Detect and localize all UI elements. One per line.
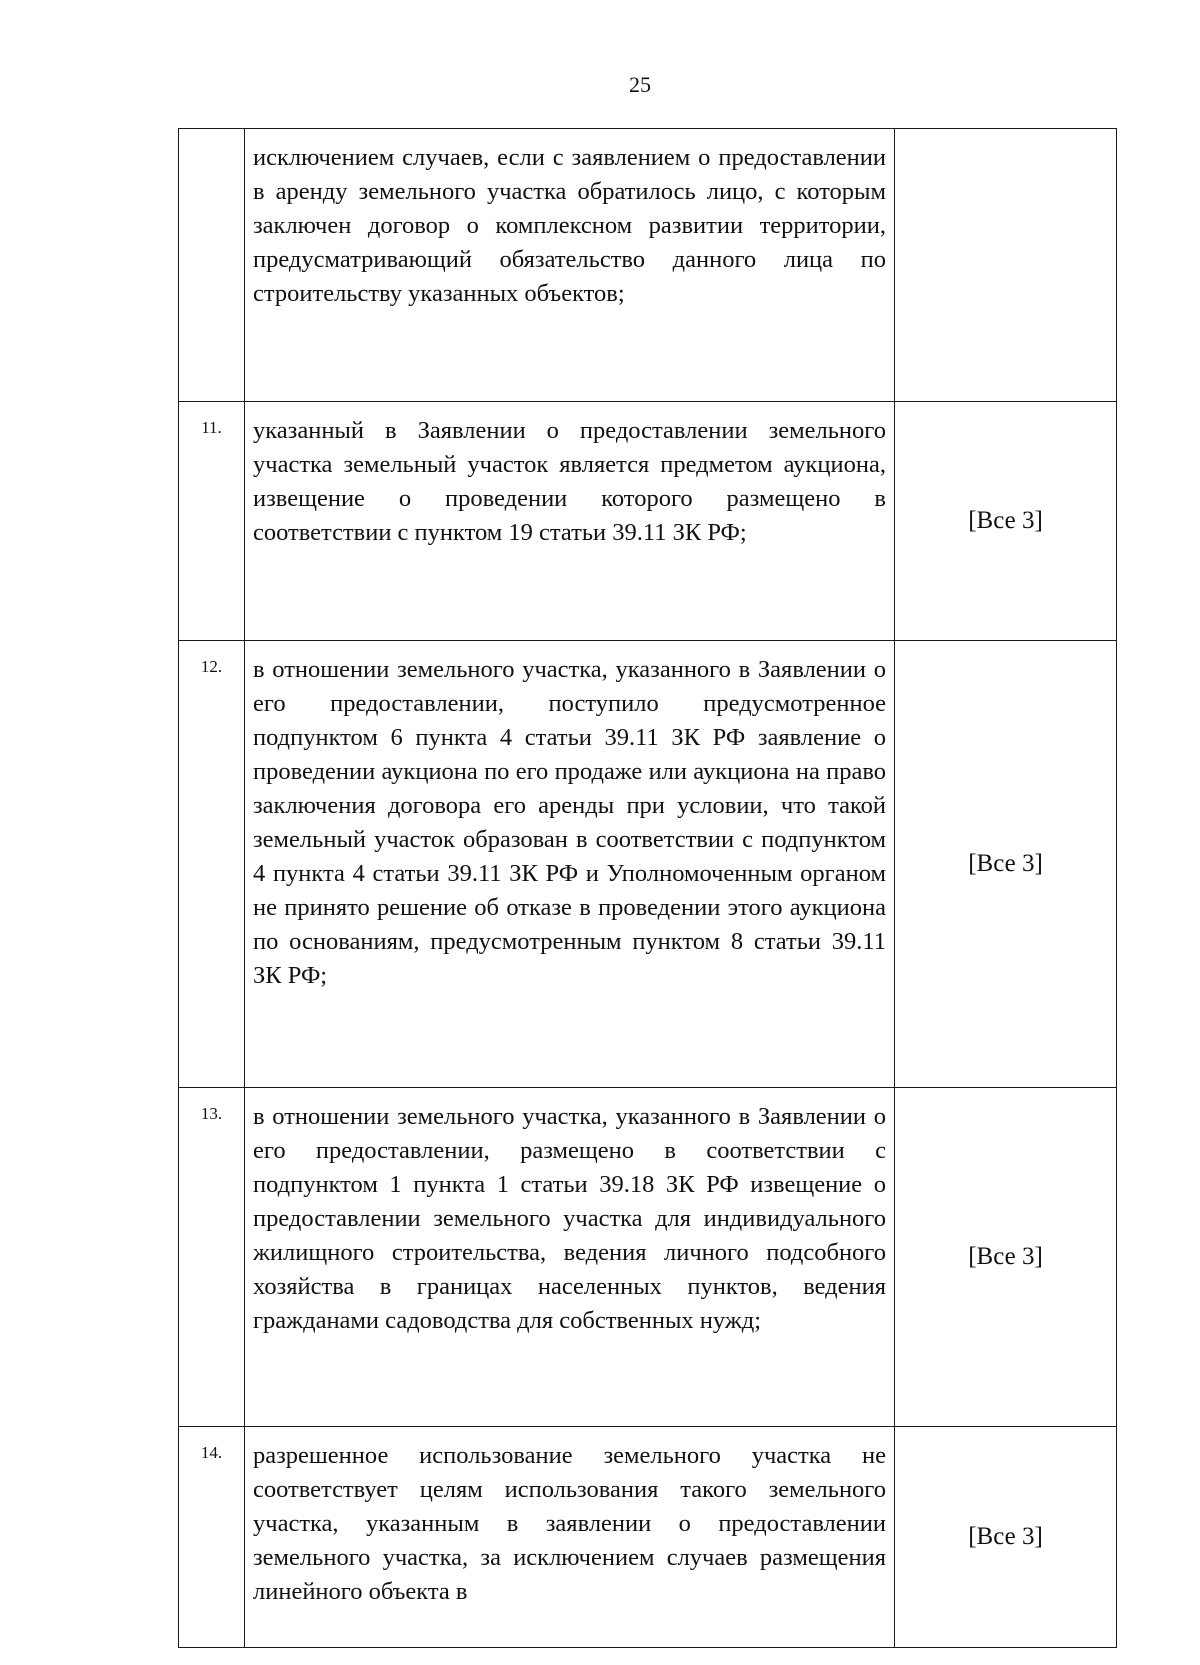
row-number: 12. <box>179 641 245 1088</box>
table-row <box>179 1088 1117 1427</box>
row-text: указанный в Заявлении о предоставлении земельного участка земельный участок является предметом аукциона, извещение о проведении которого размещено в соответствии с пунктом 19 статьи 39.11 ЗК РФ; <box>245 402 895 641</box>
row-text: в отношении земельного участка, указанного в Заявлении о его предоставлении, поступило предусмотренное подпунктом 6 пункта 4 статьи 39.11 ЗК РФ заявление о проведении аукциона по его продаже или аукциона на право заключения договора его аренды при условии, что такой земельный участок образован в соответствии с подпунктом 4 пункта 4 статьи 39.11 ЗК РФ и Уполномоченным органом не принято решение об отказе в проведении этого аукциона по основаниям, предусмотренным пунктом 8 статьи 39.11 ЗК РФ; <box>245 641 895 1088</box>
row-number: 13. <box>179 1088 245 1427</box>
row-text: в отношении земельного участка, указанного в Заявлении о его предоставлении, размещено в соответствии с подпунктом 1 пункта 1 статьи 39.18 ЗК РФ извещение о предоставлении земельного участка для индивидуального жилищного строительства, ведения личного подсобного хозяйства в границах населенных пунктов, ведения гражданами садоводства для собственных нужд; <box>245 1088 895 1427</box>
row-text: исключением случаев, если с заявлением о предоставлении в аренду земельного участка обратилось лицо, с которым заключен договор о комплексном развитии территории, предусматривающий обязательство данного лица по строительству указанных объектов; <box>245 129 895 402</box>
row-basis: [Все 3] <box>895 402 1117 641</box>
page-number: 25 <box>629 72 651 97</box>
table-row <box>179 402 1117 641</box>
table-row <box>179 1427 1117 1648</box>
table-row <box>179 641 1117 1088</box>
row-number: 14. <box>179 1427 245 1648</box>
table-row <box>179 129 1117 402</box>
row-basis <box>895 129 1117 402</box>
row-number: 11. <box>179 402 245 641</box>
row-number <box>179 129 245 402</box>
row-basis: [Все 3] <box>895 641 1117 1088</box>
row-text: разрешенное использование земельного участка не соответствует целям использования такого земельного участка, указанным в заявлении о предоставлении земельного участка, за исключением случаев размещения линейного объекта в <box>245 1427 895 1648</box>
grounds-table <box>178 128 1117 1648</box>
row-basis: [Все 3] <box>895 1088 1117 1427</box>
row-basis: [Все 3] <box>895 1427 1117 1648</box>
